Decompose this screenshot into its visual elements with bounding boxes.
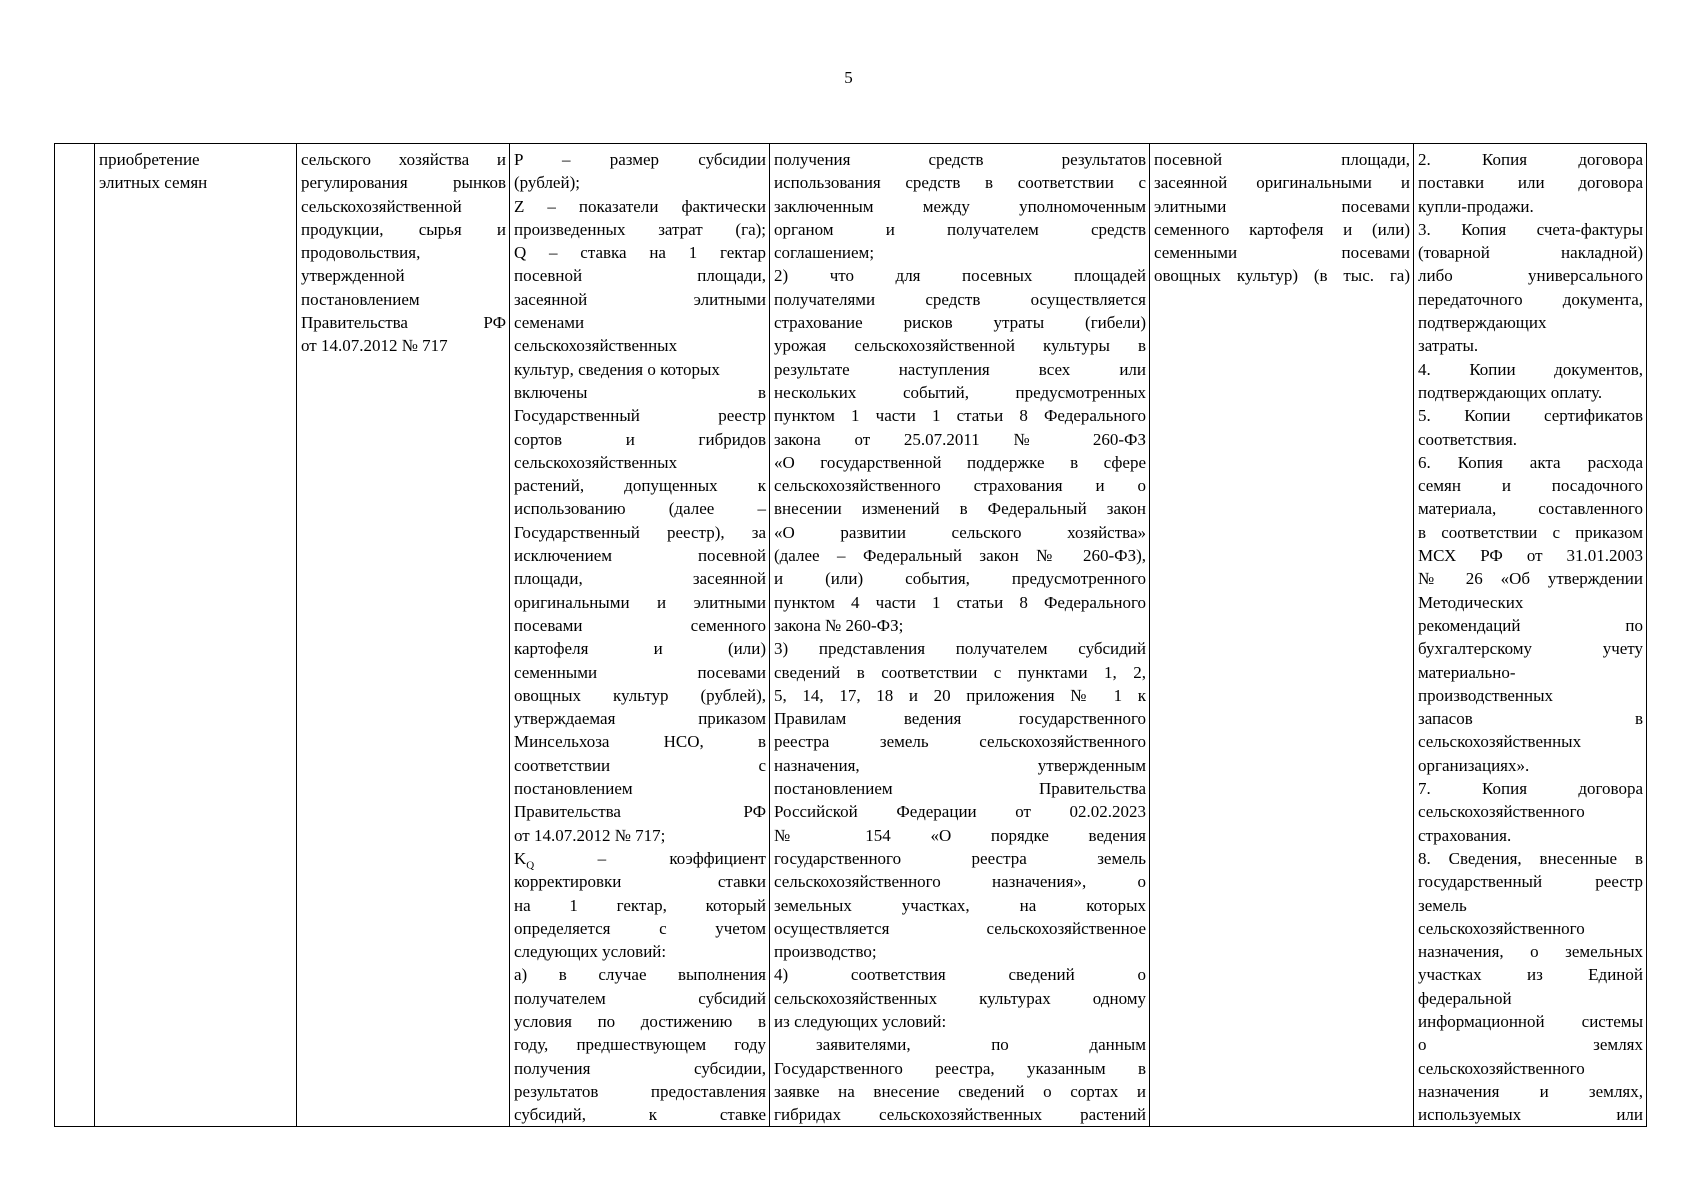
text-line: реестра земель сельскохозяйственного: [774, 732, 1146, 752]
cell-conditions: [770, 144, 1150, 1127]
table-row: [55, 144, 1647, 1127]
cell-subsidy-purpose: приобретение элитных семян: [95, 144, 297, 1127]
text-line: материально-: [1418, 662, 1516, 682]
text-line: 6. Копия акта расхода: [1418, 452, 1643, 472]
text-line: о землях: [1418, 1035, 1643, 1055]
text-line: МСХ РФ от 31.01.2003: [1418, 546, 1643, 566]
text-line: государственного реестра земель: [774, 848, 1146, 868]
text-line: продовольствия,: [301, 243, 421, 263]
text-line: назначения, о земельных: [1418, 942, 1643, 962]
text-line: 3) представления получателем субсидий: [774, 639, 1146, 659]
text-line: производственных: [1418, 685, 1554, 705]
text-line: от 14.07.2012 № 717: [301, 336, 448, 356]
text-line: 4) соответствия сведений о: [774, 965, 1146, 985]
text-line: 2. Копия договора: [1418, 150, 1643, 169]
text-line: сельскохозяйственных культурах одному: [774, 988, 1146, 1008]
page-number: 5: [844, 68, 853, 87]
text-line: овощных культур (рублей),: [514, 685, 766, 705]
text-line: сельскохозяйственного: [1418, 918, 1585, 938]
text-line: Правительства РФ: [514, 802, 766, 822]
text-line: «О государственной поддержке в сфере: [774, 452, 1146, 472]
text-line: информационной системы: [1418, 1011, 1643, 1031]
text-line: результатов предоставления: [514, 1081, 766, 1101]
text-line: из следующих условий:: [774, 1011, 947, 1031]
text-line: сельскохозяйственных: [514, 336, 678, 356]
text-line: поставки или договора: [1418, 173, 1643, 193]
text-line: № 26 «Об утверждении: [1418, 569, 1643, 589]
text-line: сельского хозяйства и: [301, 150, 506, 169]
text-line: определяется с учетом: [514, 918, 766, 938]
text-line: участках из Единой: [1418, 965, 1643, 985]
text-line: «О развитии сельского хозяйства»: [774, 522, 1146, 542]
text-line: (рублей);: [514, 173, 580, 193]
text-line: от 14.07.2012 № 717;: [514, 825, 666, 845]
text-line: в соответствии с приказом: [1418, 522, 1643, 542]
text-line: Методических: [1418, 592, 1524, 612]
text-line: заявке на внесение сведений о сортах и: [774, 1081, 1146, 1101]
text-line: используемых или: [1418, 1105, 1643, 1125]
text-line: осуществляется сельскохозяйственное: [774, 918, 1146, 938]
text-line: получателями средств осуществляется: [774, 289, 1146, 309]
text-line: 2) что для посевных площадей: [774, 266, 1146, 286]
text-line: подтверждающих оплату.: [1418, 382, 1603, 402]
text-line: элитными посевами: [1154, 196, 1410, 216]
text-line: земельных участках, на которых: [774, 895, 1146, 915]
text-line: запасов в: [1418, 709, 1643, 729]
text-line: следующих условий:: [514, 942, 667, 962]
text-line: семенами: [514, 313, 585, 333]
text-line: семян и посадочного: [1418, 476, 1643, 496]
text-line: 5, 14, 17, 18 и 20 приложения № 1 к: [774, 685, 1146, 705]
text-line: посевной площади,: [1154, 150, 1410, 169]
text-line: посевной площади,: [514, 266, 766, 286]
text-line: Государственный реестр), за: [514, 522, 766, 542]
text-line: сельскохозяйственных: [1418, 732, 1582, 752]
text-line: либо универсального: [1418, 266, 1643, 286]
text-line: закона от 25.07.2011 № 260-ФЗ: [774, 429, 1146, 449]
text-line: использованию (далее –: [514, 499, 766, 519]
text-line: купли-продажи.: [1418, 196, 1534, 216]
text-line: сведений в соответствии с пунктами 1, 2,: [774, 662, 1146, 682]
text-line: Минсельхоза НСО, в: [514, 732, 766, 752]
text-line: 4. Копии документов,: [1418, 359, 1643, 379]
text-line: бухгалтерскому учету: [1418, 639, 1643, 659]
cell-indicator: [1150, 144, 1414, 1127]
cell-number: [55, 144, 95, 1127]
text-line: пунктом 1 части 1 статьи 8 Федерального: [774, 406, 1146, 426]
text-line: и (или) события, предусмотренного: [774, 569, 1146, 589]
text-line: производство;: [774, 942, 877, 962]
text-line: году, предшествующем году: [514, 1035, 766, 1055]
text-line: заявителями, по данным: [816, 1035, 1146, 1055]
text-line: постановлением Правительства: [774, 779, 1146, 799]
text-line: сельскохозяйственного назначения», о: [774, 872, 1146, 892]
text-line: P – размер субсидии: [514, 150, 766, 169]
text-line: посевами семенного: [514, 615, 766, 635]
text-line: Правилам ведения государственного: [774, 709, 1146, 729]
subsidy-table: [54, 143, 1647, 1127]
text-line: рекомендаций по: [1418, 615, 1643, 635]
text-line: (далее – Федеральный закон № 260-ФЗ),: [774, 546, 1146, 566]
text-line: субсидий, к ставке: [514, 1105, 766, 1125]
text-line: продукции, сырья и: [301, 219, 506, 239]
text-line: земель: [1418, 895, 1467, 915]
text-line: семенными посевами: [1154, 243, 1410, 263]
text-line: урожая сельскохозяйственной культуры в: [774, 336, 1146, 356]
text-line: заключенным между уполномоченным: [774, 196, 1146, 216]
text-line: семенными посевами: [514, 662, 766, 682]
text-line: исключением посевной: [514, 546, 766, 566]
text-line: 8. Сведения, внесенные в: [1418, 848, 1643, 868]
text-line: пунктом 4 части 1 статьи 8 Федерального: [774, 592, 1146, 612]
text-line: Российской Федерации от 02.02.2023: [774, 802, 1146, 822]
text-line: сельскохозяйственного: [1418, 1058, 1585, 1078]
text-line: сельскохозяйственных: [514, 452, 678, 472]
text-line: сортов и гибридов: [514, 429, 766, 449]
text-line: семенного картофеля и (или): [1154, 219, 1410, 239]
text-line: (товарной накладной): [1418, 243, 1643, 263]
text-line: регулирования рынков: [301, 173, 506, 193]
text-line: овощных культур) (в тыс. га): [1154, 266, 1410, 286]
text-line: постановлением: [514, 779, 633, 799]
text-line: утверждаемая приказом: [514, 709, 766, 729]
text-line: государственный реестр: [1418, 872, 1643, 892]
text-line: Правительства РФ: [301, 313, 506, 333]
text-line: произведенных затрат (га);: [514, 219, 766, 239]
text-line: на 1 гектар, который: [514, 895, 766, 915]
text-line: сельскохозяйственного страхования и о: [774, 476, 1146, 496]
text-line: 5. Копии сертификатов: [1418, 406, 1643, 426]
text-line: сельскохозяйственной: [301, 196, 462, 216]
text-line: получения субсидии,: [514, 1058, 766, 1078]
cell-formula: [510, 144, 770, 1127]
text-line: организациях».: [1418, 755, 1530, 775]
text-line: а) в случае выполнения: [514, 965, 766, 985]
text-line: засеянной элитными: [514, 289, 766, 309]
text-line: получателем субсидий: [514, 988, 766, 1008]
cell-legal-basis: [297, 144, 510, 1127]
text-line: передаточного документа,: [1418, 289, 1643, 309]
text-line: гибридах сельскохозяйственных растений: [774, 1105, 1146, 1125]
text-line: материала, составленного: [1418, 499, 1643, 519]
text-line: культур, сведения о которых: [514, 359, 720, 379]
text-line: № 154 «О порядке ведения: [774, 825, 1146, 845]
text-line: засеянной оригинальными и: [1154, 173, 1410, 193]
text-line: корректировки ставки: [514, 872, 766, 892]
text-line: включены в: [514, 382, 766, 402]
text-line: $K_Q$ – коэффициент: [514, 848, 766, 872]
cell-documents: [1414, 144, 1647, 1127]
text-line: Z – показатели фактически: [514, 196, 766, 216]
text-line: сельскохозяйственного: [1418, 802, 1585, 822]
text-line: Q – ставка на 1 гектар: [514, 243, 766, 263]
text-line: постановлением: [301, 289, 420, 309]
text-line: подтверждающих: [1418, 313, 1547, 333]
text-line: использования средств в соответствии с: [774, 173, 1146, 193]
text-line: назначения и землях,: [1418, 1081, 1643, 1101]
text-line: растений, допущенных к: [514, 476, 766, 496]
text-line: закона № 260-ФЗ;: [774, 615, 904, 635]
text-line: оригинальными и элитными: [514, 592, 766, 612]
text-line: органом и получателем средств: [774, 219, 1146, 239]
text-line: картофеля и (или): [514, 639, 766, 659]
text-line: условия по достижению в: [514, 1011, 766, 1031]
text-line: федеральной: [1418, 988, 1512, 1008]
text-line: внесении изменений в Федеральный закон: [774, 499, 1146, 519]
text-line: 3. Копия счета-фактуры: [1418, 219, 1643, 239]
text-line: 7. Копия договора: [1418, 779, 1643, 799]
text-line: страхование рисков утраты (гибели): [774, 313, 1146, 333]
text-line: затраты.: [1418, 336, 1479, 356]
text-line: получения средств результатов: [774, 150, 1146, 169]
text-line: назначения, утвержденным: [774, 755, 1146, 775]
text-line: нескольких событий, предусмотренных: [774, 382, 1146, 402]
text-line: результате наступления всех или: [774, 359, 1146, 379]
text-line: соответствии с: [514, 755, 766, 775]
text-line: соглашением;: [774, 243, 875, 263]
text-line: площади, засеянной: [514, 569, 766, 589]
text-line: Государственный реестр: [514, 406, 766, 426]
text-line: страхования.: [1418, 825, 1512, 845]
text-line: Государственного реестра, указанным в: [774, 1058, 1146, 1078]
text-line: утвержденной: [301, 266, 405, 286]
text-line: соответствия.: [1418, 429, 1518, 449]
